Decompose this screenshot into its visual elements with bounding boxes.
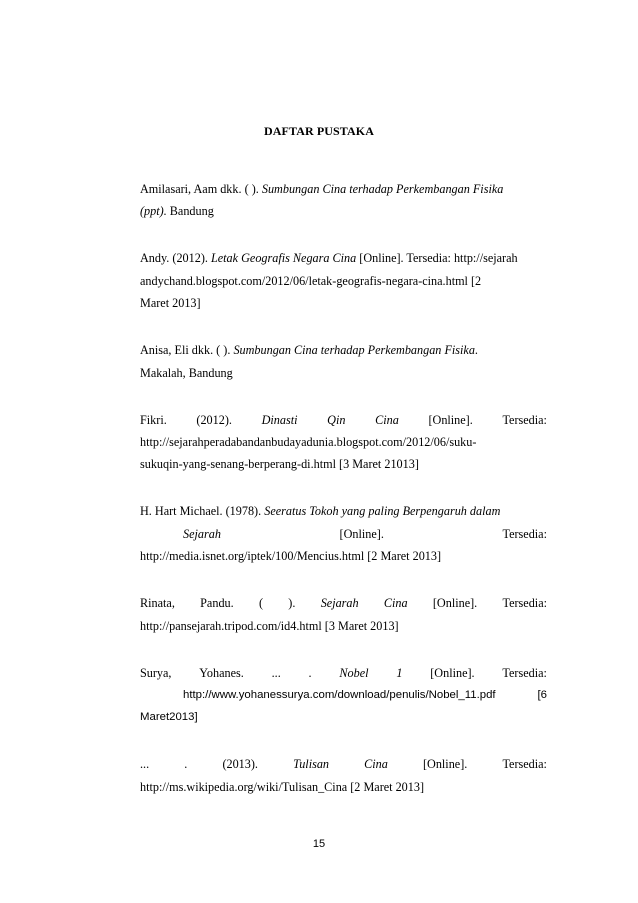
reference-year: . <box>308 665 312 680</box>
reference-entry <box>140 247 547 314</box>
justified-row <box>140 409 547 431</box>
justified-row <box>140 662 547 684</box>
reference-title-cont: (ppt). <box>140 204 167 219</box>
reference-source: [Online]. Tersedia: http://sejarah <box>356 251 518 266</box>
reference-line <box>140 592 547 614</box>
reference-line <box>140 662 547 684</box>
reference-line <box>140 247 547 269</box>
reference-entry <box>140 409 547 476</box>
reference-available: Tersedia: <box>502 412 547 427</box>
reference-source: [Online]. <box>428 412 473 427</box>
reference-title: Letak Geografis Negara Cina <box>210 251 357 266</box>
justified-row <box>183 684 547 706</box>
justified-row <box>183 523 547 545</box>
reference-available: Tersedia: <box>502 596 547 611</box>
reference-author: . <box>184 757 188 772</box>
reference-author: Amilasari, Aam dkk. ( ). <box>140 182 262 196</box>
reference-url: http://www.yohanessurya.com/download/penulis/Nobel_11.pdf <box>183 689 496 702</box>
reference-line <box>140 753 547 775</box>
reference-year: ). <box>288 596 296 611</box>
reference-title-word: Dinasti <box>261 412 298 427</box>
reference-title-word: Qin <box>327 412 346 427</box>
reference-entry <box>140 662 547 729</box>
reference-punct: . <box>474 343 478 358</box>
reference-title: Sumbungan Cina terhadap Perkembangan Fisika <box>233 343 475 358</box>
reference-title-word: Cina <box>364 757 388 772</box>
reference-title: Sumbungan Cina terhadap Perkembangan Fisika <box>261 182 504 196</box>
reference-year: (2012). <box>196 412 232 427</box>
reference-source: [Online]. <box>430 665 475 680</box>
reference-line <box>183 684 547 706</box>
reference-url: http://ms.wikipedia.org/wiki/Tulisan_Cina [2 Maret 2013] <box>140 779 425 794</box>
reference-line <box>140 200 547 222</box>
reference-publisher: Bandung <box>166 204 214 219</box>
reference-available: Tersedia: <box>502 757 547 772</box>
reference-title-word: Cina <box>383 596 408 611</box>
reference-year: ( <box>258 596 264 611</box>
reference-title-word: 1 <box>396 665 403 680</box>
reference-year: ... <box>271 665 281 680</box>
reference-title: Seeratus Tokoh yang paling Berpengaruh dalam <box>264 504 501 519</box>
reference-publisher: Makalah, Bandung <box>140 365 233 380</box>
justified-row <box>140 592 547 614</box>
reference-entry <box>140 753 547 798</box>
justified-row <box>140 753 547 775</box>
reference-available: Tersedia: <box>502 665 547 680</box>
reference-url: andychand.blogspot.com/2012/06/letak-geografis-negara-cina.html [2 <box>140 273 482 288</box>
reference-url: http://pansejarah.tripod.com/id4.html [3 Maret 2013] <box>140 618 399 633</box>
reference-author: Fikri. <box>140 412 167 427</box>
reference-title-word: Sejarah <box>183 526 221 541</box>
reference-title-word: Cina <box>375 412 399 427</box>
reference-author: Rinata, <box>140 596 175 611</box>
reference-author: Yohanes. <box>199 665 244 680</box>
reference-author: Anisa, Eli dkk. ( ). <box>140 343 234 358</box>
reference-title-word: Nobel <box>339 665 369 680</box>
reference-entry <box>140 592 547 637</box>
page-number: 15 <box>312 838 326 850</box>
reference-line <box>140 178 547 200</box>
reference-date: Maret 2013] <box>140 296 201 311</box>
reference-entry <box>140 500 547 567</box>
reference-list <box>140 178 547 798</box>
reference-date: Maret2013] <box>140 711 198 724</box>
reference-url-cont: sukuqin-yang-senang-berperang-di.html [3 Maret 21013] <box>140 457 419 472</box>
reference-source: [Online]. <box>339 526 384 541</box>
reference-entry <box>140 339 547 384</box>
reference-source: [Online]. <box>422 757 468 772</box>
reference-date: [6 <box>537 689 547 702</box>
reference-source: [Online]. <box>432 596 478 611</box>
reference-line <box>183 523 547 545</box>
reference-entry <box>140 178 547 223</box>
reference-url: http://sejarahperadabandanbudayadunia.blogspot.com/2012/06/suku- <box>140 435 477 450</box>
reference-author: Andy. (2012). <box>140 251 211 266</box>
reference-author: ... <box>140 757 150 772</box>
reference-title-word: Tulisan <box>293 757 330 772</box>
reference-line <box>140 409 547 431</box>
reference-author: Pandu. <box>200 596 234 611</box>
reference-line <box>140 500 547 522</box>
reference-title-word: Sejarah <box>320 596 359 611</box>
reference-url: http://media.isnet.org/iptek/100/Mencius.html [2 Maret 2013] <box>140 549 442 564</box>
reference-line <box>140 339 547 361</box>
reference-author: H. Hart Michael. (1978). <box>140 504 265 519</box>
reference-available: Tersedia: <box>502 526 547 541</box>
reference-year: (2013). <box>222 757 258 772</box>
page-title: DAFTAR PUSTAKA <box>264 124 374 138</box>
reference-author: Surya, <box>140 665 172 680</box>
